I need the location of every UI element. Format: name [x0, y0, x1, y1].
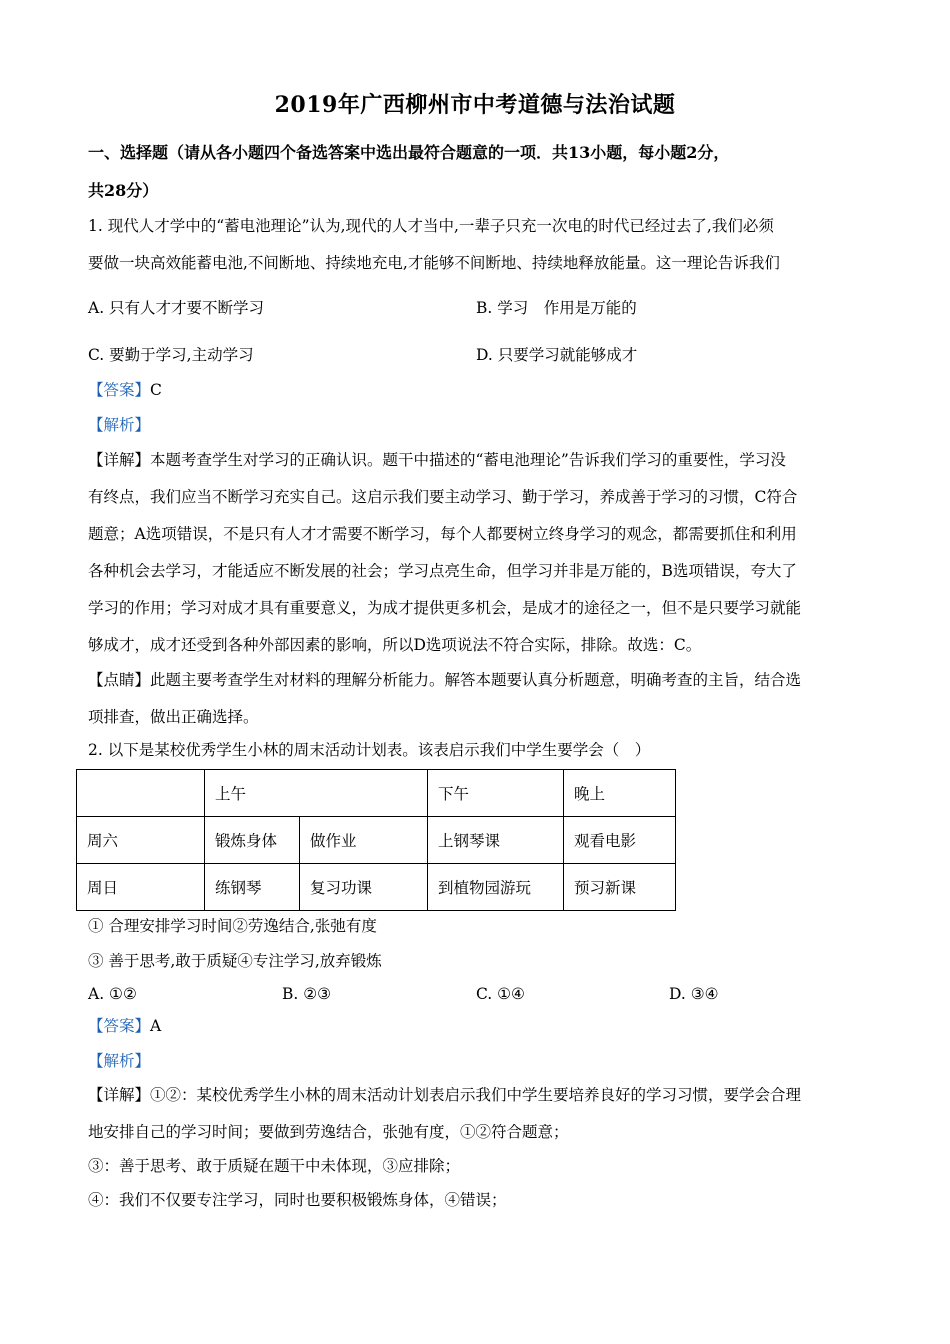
- table-cell: 预习新课: [564, 864, 676, 911]
- q1-detail-line6: 够成才，成才还受到各种外部因素的影响，所以D选项说法不符合实际，排除。故选：C。: [88, 636, 702, 654]
- q1-stem-line2: 要做一块高效能蓄电池,不间断地、持续地充电,才能够不间断地、持续地释放能量。这一理论告诉我们: [88, 254, 780, 272]
- q1-option-c: C. 要勤于学习,主动学习: [88, 346, 254, 364]
- q2-detail-line3: ③：善于思考、敢于质疑在题干中未体现，③应排除；: [88, 1157, 461, 1175]
- q1-dianjing-line2: 项排查，做出正确选择。: [88, 708, 259, 726]
- section-heading-line2: 共28分）: [88, 181, 159, 200]
- table-cell: 上钢琴课: [428, 817, 564, 864]
- table-header-cell: 晚上: [564, 770, 676, 817]
- q1-stem-line1: 1. 现代人才学中的“蓄电池理论”认为,现代的人才当中,一辈子只充一次电的时代已经过去了,我们必须: [88, 217, 774, 235]
- table-row: [77, 817, 676, 864]
- table-cell: 做作业: [300, 817, 428, 864]
- q2-detail-line1: 【详解】①②：某校优秀学生小林的周末活动计划表启示我们中学生要培养良好的学习习惯，要学会合理: [88, 1086, 802, 1104]
- q2-statement-line2: ③ 善于思考,敢于质疑④专注学习,放弃锻炼: [88, 952, 382, 970]
- table-row: [77, 864, 676, 911]
- q2-answer-tag: 【答案】: [88, 1017, 151, 1035]
- q1-detail-line5: 学习的作用；学习对成才具有重要意义，为成才提供更多机会，是成才的途径之一，但不是只要学习就能: [88, 599, 802, 617]
- q1-answer-value: C: [150, 381, 162, 399]
- q1-dianjing-line1: 【点睛】此题主要考查学生对材料的理解分析能力。解答本题要认真分析题意，明确考查的主旨，结合选: [88, 671, 802, 689]
- q1-detail-line1: 【详解】本题考查学生对学习的正确认识。题干中描述的“蓄电池理论”告诉我们学习的重要性，学习没: [88, 451, 786, 469]
- q2-stem: 2. 以下是某校优秀学生小林的周末活动计划表。该表启示我们中学生要学会（ ）: [88, 741, 651, 759]
- q2-answer: [88, 1015, 868, 1037]
- table-header-cell: 上午: [205, 770, 428, 817]
- q2-detail-line4: ④：我们不仅要专注学习，同时也要积极锻炼身体，④错误；: [88, 1191, 507, 1209]
- q1-answer: [88, 379, 868, 401]
- q2-detail-line2: 地安排自己的学习时间；要做到劳逸结合，张弛有度，①②符合题意；: [88, 1123, 569, 1141]
- table-cell: 到植物园游玩: [428, 864, 564, 911]
- q2-option-a: A. ①②: [88, 985, 137, 1003]
- table-cell: 练钢琴: [205, 864, 300, 911]
- weekend-plan-table: [76, 769, 676, 911]
- q1-detail-line2: 有终点，我们应当不断学习充实自己。这启示我们要主动学习、勤于学习，养成善于学习的习惯，C符合: [88, 488, 798, 506]
- table-cell: 周日: [77, 864, 205, 911]
- table-cell: 周六: [77, 817, 205, 864]
- q1-detail-line4: 各种机会去学习，才能适应不断发展的社会；学习点亮生命，但学习并非是万能的，B选项错误，夸大了: [88, 562, 797, 580]
- q2-statement-line1: ① 合理安排学习时间②劳逸结合,张弛有度: [88, 917, 377, 935]
- q2-option-d: D. ③④: [669, 985, 719, 1003]
- table-header-cell: 下午: [428, 770, 564, 817]
- q2-answer-value: A: [150, 1017, 162, 1035]
- q2-option-b: B. ②③: [282, 985, 332, 1003]
- table-cell: 锻炼身体: [205, 817, 300, 864]
- q2-option-c: C. ①④: [476, 985, 525, 1003]
- q1-detail-line3: 题意；A选项错误，不是只有人才才需要不断学习，每个人都要树立终身学习的观念，都需要抓住和利用: [88, 525, 797, 543]
- section-heading-line1: 一、选择题（请从各小题四个备选答案中选出最符合题意的一项．共13小题，每小题2分，: [88, 143, 730, 162]
- q1-option-b: B. 学习 作用是万能的: [476, 299, 637, 317]
- table-header-row: [77, 770, 676, 817]
- q2-analysis-tag: 【解析】: [88, 1052, 151, 1070]
- q1-answer-tag: 【答案】: [88, 381, 151, 399]
- table-cell: 观看电影: [564, 817, 676, 864]
- table-cell: 复习功课: [300, 864, 428, 911]
- q1-analysis-tag: 【解析】: [88, 416, 151, 434]
- q1-option-a: A. 只有人才才要不断学习: [88, 299, 265, 317]
- table-header-cell: [77, 770, 205, 817]
- q1-option-d: D. 只要学习就能够成才: [476, 346, 638, 364]
- page-title: 2019年广西柳州市中考道德与法治试题: [274, 92, 676, 118]
